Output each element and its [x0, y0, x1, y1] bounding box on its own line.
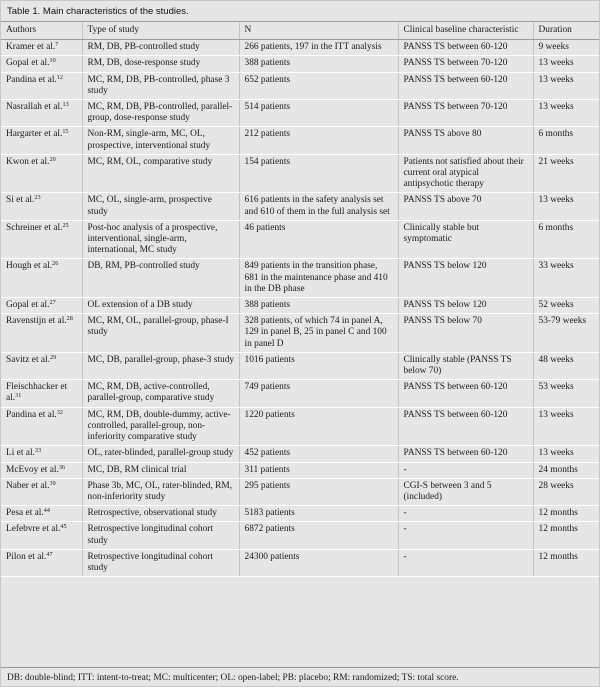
study-type-cell: Phase 3b, MC, OL, rater-blinded, RM, non-inferiority study [82, 478, 239, 505]
table-row [1, 193, 599, 220]
col-n: N [239, 22, 398, 40]
col-duration: Duration [533, 22, 599, 40]
study-type-cell: MC, DB, RM clinical trial [82, 462, 239, 478]
baseline-cell: - [398, 462, 533, 478]
sample-size-cell: 849 patients in the transition phase, 681 in the maintenance phase and 410 in the DB phase [239, 259, 398, 298]
sample-size-cell: 154 patients [239, 154, 398, 193]
author-name: Kwon et al. [6, 156, 50, 167]
author-name: Si et al. [6, 195, 35, 206]
author-cell [1, 352, 82, 379]
duration-cell: 12 months [533, 522, 599, 549]
col-authors: Authors [1, 22, 82, 40]
sample-size-cell: 652 patients [239, 72, 398, 99]
author-cell [1, 549, 82, 576]
sample-size-cell: 6872 patients [239, 522, 398, 549]
reference-number: 44 [43, 507, 50, 515]
table-row [1, 100, 599, 127]
duration-cell: 48 weeks [533, 352, 599, 379]
duration-cell: 13 weeks [533, 193, 599, 220]
baseline-cell: PANSS TS between 60-120 [398, 72, 533, 99]
reference-number: 33 [34, 447, 42, 455]
duration-cell: 13 weeks [533, 446, 599, 462]
reference-number: 47 [46, 550, 53, 558]
table-row [1, 72, 599, 99]
author-name: Savitz et al. [6, 354, 50, 365]
study-type-cell: Post-hoc analysis of a prospective, interventional, single-arm, international, MC study [82, 220, 239, 259]
reference-number: 31 [15, 392, 22, 400]
duration-cell: 13 weeks [533, 407, 599, 446]
author-cell [1, 314, 82, 353]
study-type-cell: Retrospective, observational study [82, 506, 239, 522]
sample-size-cell: 388 patients [239, 298, 398, 314]
sample-size-cell: 295 patients [239, 478, 398, 505]
table-title: Table 1. Main characteristics of the studies. [1, 1, 599, 22]
baseline-cell: Clinically stable but symptomatic [398, 220, 533, 259]
study-type-cell: OL, rater-blinded, parallel-group study [82, 446, 239, 462]
reference-number: 10 [49, 57, 56, 65]
col-type: Type of study [82, 22, 239, 40]
table-row [1, 522, 599, 549]
author-cell [1, 478, 82, 505]
duration-cell: 13 weeks [533, 56, 599, 72]
author-cell [1, 298, 82, 314]
reference-number: 29 [50, 353, 57, 361]
duration-cell: 13 weeks [533, 100, 599, 127]
reference-number: 36 [58, 463, 66, 471]
author-name: Pesa et al. [6, 508, 44, 519]
table-row [1, 298, 599, 314]
author-name: Nasrallah et al. [6, 102, 63, 113]
study-type-cell: Non-RM, single-arm, MC, OL, prospective, interventional study [82, 127, 239, 154]
author-cell [1, 220, 82, 259]
study-type-cell: Retrospective longitudinal cohort study [82, 549, 239, 576]
baseline-cell: Patients not satisfied about their current oral atypical antipsychotic therapy [398, 154, 533, 193]
table-row [1, 220, 599, 259]
table-row [1, 259, 599, 298]
study-type-cell: RM, DB, PB-controlled study [82, 40, 239, 56]
table-row [1, 314, 599, 353]
studies-table [1, 22, 599, 577]
duration-cell: 6 months [533, 220, 599, 259]
baseline-cell: PANSS TS between 60-120 [398, 40, 533, 56]
author-name: Hough et al. [6, 261, 53, 272]
author-cell [1, 127, 82, 154]
sample-size-cell: 212 patients [239, 127, 398, 154]
table-row [1, 462, 599, 478]
duration-cell: 21 weeks [533, 154, 599, 193]
baseline-cell: PANSS TS below 120 [398, 259, 533, 298]
reference-number: 7 [55, 41, 59, 49]
reference-number: 27 [49, 299, 56, 307]
duration-cell: 12 months [533, 506, 599, 522]
reference-number: 15 [62, 128, 69, 136]
author-name: Kramer et al. [6, 42, 56, 53]
author-cell [1, 40, 82, 56]
author-cell [1, 72, 82, 99]
table-row [1, 549, 599, 576]
table-row [1, 407, 599, 446]
table-row [1, 506, 599, 522]
baseline-cell: PANSS TS between 60-120 [398, 380, 533, 407]
baseline-cell: PANSS TS between 70-120 [398, 100, 533, 127]
author-name: Gopal et al. [6, 300, 50, 311]
author-name: Pandina et al. [6, 74, 57, 85]
author-cell [1, 193, 82, 220]
reference-number: 12 [56, 73, 63, 81]
reference-number: 39 [49, 479, 56, 487]
sample-size-cell: 1220 patients [239, 407, 398, 446]
sample-size-cell: 311 patients [239, 462, 398, 478]
study-type-cell: MC, RM, DB, double-dummy, active-controlled, parallel-group, non-inferiority comparative study [82, 407, 239, 446]
author-cell [1, 446, 82, 462]
sample-size-cell: 452 patients [239, 446, 398, 462]
author-name: Schreiner et al. [6, 222, 63, 233]
author-cell [1, 380, 82, 407]
author-cell [1, 100, 82, 127]
table-row [1, 40, 599, 56]
author-cell [1, 407, 82, 446]
author-name: Pandina et al. [6, 409, 57, 420]
sample-size-cell: 24300 patients [239, 549, 398, 576]
table-row [1, 478, 599, 505]
baseline-cell: - [398, 506, 533, 522]
table-row [1, 446, 599, 462]
study-type-cell: DB, RM, PB-controlled study [82, 259, 239, 298]
table-row [1, 352, 599, 379]
study-type-cell: RM, DB, dose-response study [82, 56, 239, 72]
reference-number: 32 [56, 408, 63, 416]
baseline-cell: Clinically stable (PANSS TS below 70) [398, 352, 533, 379]
table-row [1, 127, 599, 154]
reference-number: 25 [62, 221, 69, 229]
author-cell [1, 462, 82, 478]
sample-size-cell: 1016 patients [239, 352, 398, 379]
baseline-cell: CGI-S between 3 and 5 (included) [398, 478, 533, 505]
reference-number: 28 [66, 315, 73, 323]
sample-size-cell: 749 patients [239, 380, 398, 407]
reference-number: 13 [62, 101, 69, 109]
sample-size-cell: 388 patients [239, 56, 398, 72]
author-cell [1, 259, 82, 298]
baseline-cell: PANSS TS below 70 [398, 314, 533, 353]
sample-size-cell: 266 patients, 197 in the ITT analysis [239, 40, 398, 56]
table-row [1, 380, 599, 407]
author-name: Li et al. [6, 448, 35, 459]
baseline-cell: PANSS TS between 60-120 [398, 407, 533, 446]
duration-cell: 52 weeks [533, 298, 599, 314]
baseline-cell: PANSS TS between 70-120 [398, 56, 533, 72]
author-name: Fleischhacker et al. [6, 382, 68, 404]
study-type-cell: MC, RM, DB, PB-controlled, phase 3 study [82, 72, 239, 99]
baseline-cell: PANSS TS below 120 [398, 298, 533, 314]
study-type-cell: OL extension of a DB study [82, 298, 239, 314]
sample-size-cell: 616 patients in the safety analysis set and 610 of them in the full analysis set [239, 193, 398, 220]
sample-size-cell: 46 patients [239, 220, 398, 259]
author-cell [1, 522, 82, 549]
duration-cell: 53-79 weeks [533, 314, 599, 353]
study-type-cell: MC, RM, DB, PB-controlled, parallel-group, dose-response study [82, 100, 239, 127]
author-name: Pilon et al. [6, 551, 47, 562]
baseline-cell: - [398, 549, 533, 576]
author-cell [1, 56, 82, 72]
duration-cell: 33 weeks [533, 259, 599, 298]
author-name: Gopal et al. [6, 58, 50, 69]
author-name: Ravenstijn et al. [6, 316, 67, 327]
duration-cell: 28 weeks [533, 478, 599, 505]
reference-number: 26 [52, 260, 59, 268]
reference-number: 20 [49, 155, 56, 163]
reference-number: 45 [60, 523, 67, 531]
study-type-cell: MC, OL, single-arm, prospective study [82, 193, 239, 220]
duration-cell: 9 weeks [533, 40, 599, 56]
baseline-cell: - [398, 522, 533, 549]
study-type-cell: MC, DB, parallel-group, phase-3 study [82, 352, 239, 379]
study-type-cell: MC, RM, DB, active-controlled, parallel-group, comparative study [82, 380, 239, 407]
author-cell [1, 154, 82, 193]
author-name: Naber et al. [6, 480, 50, 491]
baseline-cell: PANSS TS above 80 [398, 127, 533, 154]
author-name: Hargarter et al. [6, 129, 63, 140]
col-baseline: Clinical baseline characteristic [398, 22, 533, 40]
author-name: Lefebvre et al. [6, 524, 61, 535]
baseline-cell: PANSS TS above 70 [398, 193, 533, 220]
table-footnote: DB: double-blind; ITT: intent-to-treat; MC: multicenter; OL: open-label; PB: placebo; RM: randomized; TS: total score. [1, 667, 599, 686]
baseline-cell: PANSS TS between 60-120 [398, 446, 533, 462]
sample-size-cell: 5183 patients [239, 506, 398, 522]
sample-size-cell: 514 patients [239, 100, 398, 127]
table-row [1, 56, 599, 72]
sample-size-cell: 328 patients, of which 74 in panel A, 129 in panel B, 25 in panel C and 100 in panel D [239, 314, 398, 353]
table-row [1, 154, 599, 193]
study-type-cell: Retrospective longitudinal cohort study [82, 522, 239, 549]
duration-cell: 53 weeks [533, 380, 599, 407]
duration-cell: 6 months [533, 127, 599, 154]
study-type-cell: MC, RM, OL, parallel-group, phase-I study [82, 314, 239, 353]
duration-cell: 13 weeks [533, 72, 599, 99]
study-type-cell: MC, RM, OL, comparative study [82, 154, 239, 193]
duration-cell: 12 months [533, 549, 599, 576]
author-name: McEvoy et al. [6, 464, 59, 475]
reference-number: 23 [34, 194, 41, 202]
duration-cell: 24 months [533, 462, 599, 478]
header-row [1, 22, 599, 40]
author-cell [1, 506, 82, 522]
